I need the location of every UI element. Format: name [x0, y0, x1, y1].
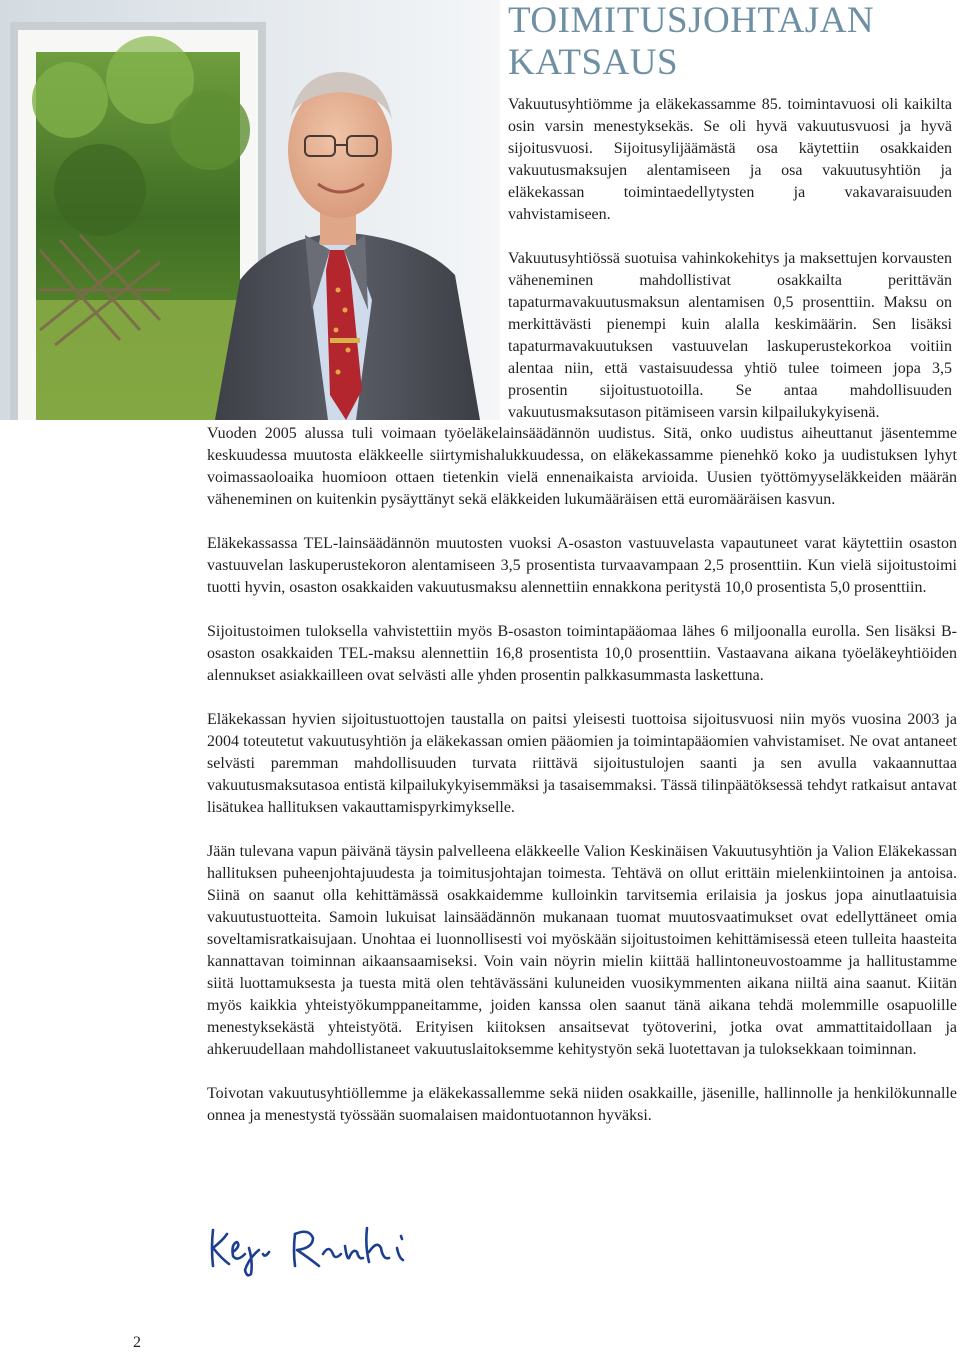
title-line-2: KATSAUS [508, 42, 679, 83]
signature-icon [205, 1218, 435, 1278]
page-title [508, 0, 874, 84]
body-text [207, 423, 957, 1149]
body-paragraph: Sijoitustoimen tuloksella vahvistettiin myös B-osaston toimintapääomaa lähes 6 miljoonalla eurolla. Sen lisäksi B-osaston osakkaiden TEL-maksu alennettiin 16,8 prosentista 10,0 prosenttiin. Vastaavana aikana työeläkeyhtiöiden alennukset asiakkailleen ovat selvästi alle yhden prosentin palkkasummasta laskettuna. [207, 623, 957, 684]
page-number: 2 [133, 1334, 141, 1351]
portrait-illustration [0, 0, 500, 420]
intro-paragraph: Vakuutusyhtiössä suotuisa vahinkokehitys ja maksettujen korvausten väheneminen mahdollistivat osakkailta perittävän tapaturmavakuutusmaksun alentamisen 0,5 prosenttiin. Maksu on merkittävästi pienempi kuin alalla keskimäärin. Sen lisäksi tapaturmavakuutuksen vastuuvelan laskuperustekorkoa voitiin alentaa niin, että vastaisuudessa yhtiö tulee toimeen jopa 3,5 prosentin sijoitustuotoilla. Se antaa mahdollisuuden vakuutusmaksutason pitämiseen varsin kilpailukykyisenä. [508, 250, 952, 421]
body-paragraph: Vuoden 2005 alussa tuli voimaan työeläkelainsäädännön uudistus. Sitä, onko uudistus aiheuttanut jäsentemme keskuudessa muutosta eläkkeelle siirtymishalukkuudessa, on eläkekassamme pienehkö koko ja uudistuksen lyhyt voimassaoloaika huomioon ottaen tietenkin vielä ennenaikaista arvioida. Uusien työttömyyseläkkeiden määrän väheneminen on kuitenkin pysäyttänyt sekä eläkkeiden lukumääräisen että euromääräisen kasvun. [207, 425, 957, 508]
body-paragraph: Eläkekassassa TEL-lainsäädännön muutosten vuoksi A-osaston vastuuvelasta vapautuneet varat käytettiin osaston vastuuvelan laskuperustekoron alentamiseen 3,5 prosentista turvaavampaan 2,5 prosenttiin. Kun vielä sijoitustoimi tuotti hyvin, osaston osakkaiden vakuutusmaksu alennettiin ennakkona peritystä 10,0 prosentista 5,0 prosenttiin. [207, 535, 957, 596]
intro-column [508, 94, 952, 436]
portrait-photo [0, 0, 500, 420]
intro-paragraph: Vakuutusyhtiömme ja eläkekassamme 85. toimintavuosi oli kaikilta osin varsin menestyksekäs. Se oli hyvä vakuutusvuosi ja hyvä sijoitusvuosi. Sijoitusylijäämästä osa käytettiin osakkaiden vakuutusmaksujen alentamiseen ja osa vakuutusyhtiön ja eläkekassan toimintaedellytysten ja vakavaraisuuden vahvistamiseen. [508, 96, 952, 223]
body-paragraph: Jään tulevana vapun päivänä täysin palvelleena eläkkeelle Valion Keskinäisen Vakuutusyhtiön ja Valion Eläkekassan hallituksen puheenjohtajuudesta ja toimitusjohtajan toimesta. Tehtävä on ollut erittäin mielenkiintoinen ja antoisa. Siinä on saanut olla kehittämässä osakkaidemme kulloinkin tarvitsemia erilaisia ja joskus jopa ainutlaatuisia vakuutustuotteita. Samoin lukuisat lainsäädännön mukanaan tuomat muutosvaatimukset ovat edellyttäneet omia soveltamisratkaisujaan. Unohtaa ei luonnollisesti voi myöskään sijoitustoimen kehittämisessä eteen tulleita haasteita kannattavan toiminnan aikaansaamiseksi. Voin vain nöyrin mielin kiittää hallintoneuvostoamme ja hallitustamme siitä luottamuksesta ja tuesta mitä olen tehtävässäni kuluneiden vuosikymmenten aikana niiltä aina saanut. Kiitän myös kaikkia yhteistyökumppaneitamme, joiden kanssa olen saanut tänä aikana tehdä molemmille osapuolille menestyksekästä yhteistyötä. Erityisen kiitoksen ansaitsevat työtoverini, jotka ovat ammattitaidollaan ja ahkeruudellaan mahdollistaneet vakuutuslaitoksemme kehitystyön sekä luotettavan ja tuloksekkaan toiminnan. [207, 843, 957, 1058]
body-paragraph: Eläkekassan hyvien sijoitustuottojen taustalla on paitsi yleisesti tuottoisa sijoitusvuosi niin myös vuosina 2003 ja 2004 toteutetut vakuutusyhtiön ja eläkekassan omien pääomien ja toimintapääomien vahvistamiset. Ne ovat antaneet selvästi paremman mahdollisuuden turvata riittävä sijoitustulojen saanti ja sen avulla vakaannuttaa vakuutusmaksutasoa entistä kilpailukykyisemmäksi ja tasaisemmaksi. Tässä tilinpäätöksessä tehdyt ratkaisut antavat lisätukea hallituksen vakauttamispyrkimykselle. [207, 711, 957, 816]
title-line-1: TOIMITUSJOHTAJAN [508, 0, 875, 41]
signature [205, 1218, 435, 1283]
body-paragraph: Toivotan vakuutusyhtiöllemme ja eläkekassallemme sekä niiden osakkaille, jäsenille, hallinnolle ja henkilökunnalle onnea ja menestystä työssään suomalaisen maidontuotannon hyväksi. [207, 1085, 957, 1124]
